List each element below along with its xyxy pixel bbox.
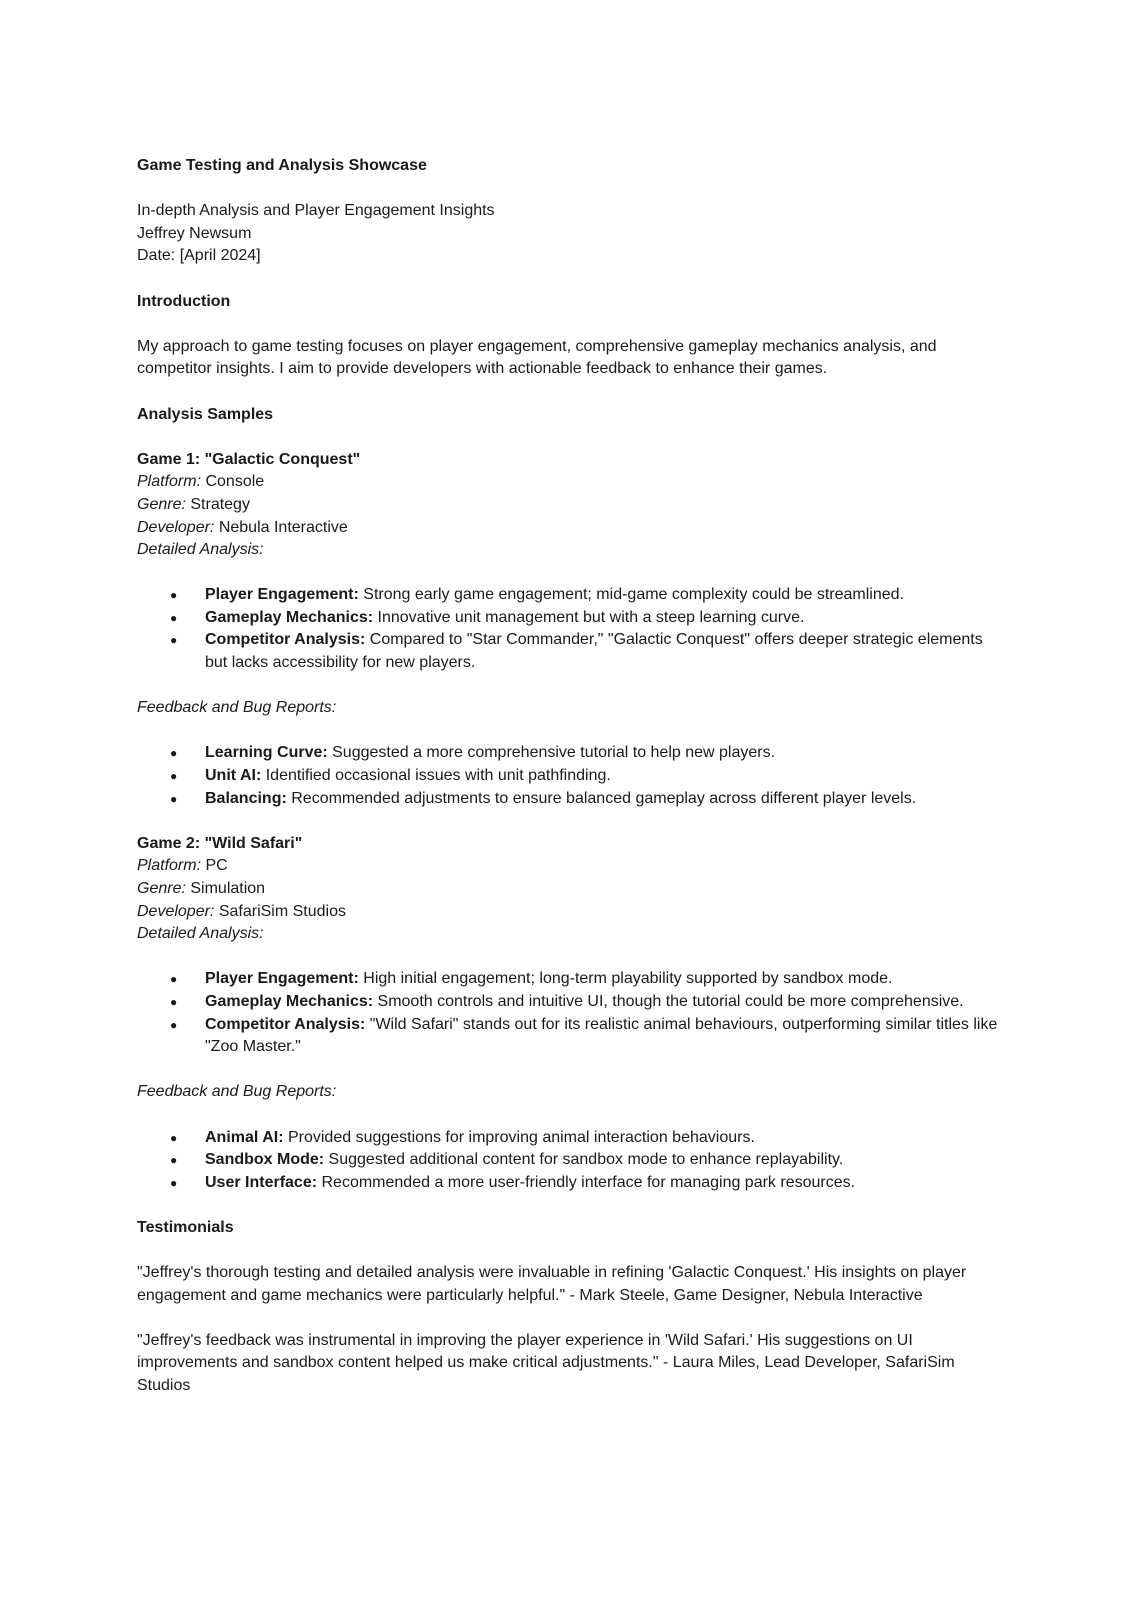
item-label: Learning Curve: bbox=[205, 744, 328, 762]
platform-value: PC bbox=[201, 857, 228, 875]
analysis-list bbox=[137, 968, 1007, 1058]
document-date: Date: [April 2024] bbox=[137, 247, 261, 265]
feedback-label: Feedback and Bug Reports: bbox=[137, 1083, 337, 1101]
game-genre bbox=[137, 878, 1007, 901]
testimonial-quote: "Jeffrey's thorough testing and detailed analysis were invaluable in refining 'Galactic Conquest.' His insights on player engagement and game mechanics were particularly helpful." - Mark Steele, Game Designer, Nebula Interactive bbox=[137, 1264, 967, 1304]
game-developer bbox=[137, 901, 1007, 924]
feedback-list bbox=[137, 742, 1007, 810]
author-name: Jeffrey Newsum bbox=[137, 224, 252, 242]
item-text: Identified occasional issues with unit pathfinding. bbox=[261, 767, 611, 785]
testimonial-quote: "Jeffrey's feedback was instrumental in improving the player experience in 'Wild Safari.' His suggestions on UI improvements and sandbox content helped us make critical adjustments." - Laura Miles, Lead Developer, SafariSim Studios bbox=[137, 1331, 955, 1395]
developer-label: Developer: bbox=[137, 518, 215, 536]
list-item bbox=[137, 968, 1007, 991]
item-text: Recommended adjustments to ensure balanced gameplay across different player levels. bbox=[286, 789, 917, 807]
detailed-analysis-label: Detailed Analysis: bbox=[137, 541, 264, 559]
item-text: Provided suggestions for improving animal interaction behaviours. bbox=[283, 1128, 755, 1146]
introduction-text: My approach to game testing focuses on player engagement, comprehensive gameplay mechanics analysis, and competitor insights. I aim to provide developers with actionable feedback to enhance their games. bbox=[137, 337, 937, 378]
item-label: Gameplay Mechanics: bbox=[205, 992, 374, 1010]
platform-label: Platform: bbox=[137, 857, 202, 875]
feedback-label: Feedback and Bug Reports: bbox=[137, 699, 337, 717]
item-text: Strong early game engagement; mid-game complexity could be streamlined. bbox=[358, 586, 904, 604]
list-item bbox=[137, 765, 1007, 788]
list-item bbox=[137, 584, 1007, 607]
item-label: Player Engagement: bbox=[205, 586, 359, 604]
game-title: Game 2: "Wild Safari" bbox=[137, 834, 303, 852]
list-item bbox=[137, 991, 1007, 1014]
item-label: Competitor Analysis: bbox=[205, 631, 366, 649]
item-text: Compared to "Star Commander," "Galactic Conquest" offers deeper strategic elements but lacks accessibility for new players. bbox=[205, 631, 983, 672]
analysis-list bbox=[137, 584, 1007, 674]
list-item bbox=[137, 1149, 1007, 1172]
genre-value: Strategy bbox=[185, 495, 250, 513]
item-label: Balancing: bbox=[205, 789, 287, 807]
introduction-heading: Introduction bbox=[137, 292, 231, 310]
item-text: "Wild Safari" stands out for its realistic animal behaviours, outperforming similar titles like "Zoo Master." bbox=[205, 1015, 998, 1056]
developer-value: Nebula Interactive bbox=[214, 518, 348, 536]
genre-label: Genre: bbox=[137, 880, 186, 897]
list-item bbox=[137, 1172, 1007, 1195]
item-text: Innovative unit management but with a steep learning curve. bbox=[373, 608, 805, 626]
developer-label: Developer: bbox=[137, 902, 215, 920]
game-platform bbox=[137, 471, 1007, 494]
item-text: Smooth controls and intuitive UI, though the tutorial could be more comprehensive. bbox=[373, 992, 964, 1010]
list-item bbox=[137, 1127, 1007, 1150]
game-platform bbox=[137, 855, 1007, 878]
item-text: Recommended a more user-friendly interface for managing park resources. bbox=[317, 1173, 856, 1191]
developer-value: SafariSim Studios bbox=[214, 902, 346, 920]
genre-value: Simulation bbox=[185, 880, 266, 897]
game-section-1 bbox=[137, 449, 1007, 811]
feedback-list bbox=[137, 1127, 1007, 1195]
document-title: Game Testing and Analysis Showcase bbox=[137, 157, 427, 174]
list-item bbox=[137, 607, 1007, 630]
item-text: Suggested a more comprehensive tutorial to help new players. bbox=[327, 744, 776, 762]
item-text: High initial engagement; long-term playability supported by sandbox mode. bbox=[358, 970, 893, 988]
platform-value: Console bbox=[201, 473, 265, 491]
game-genre bbox=[137, 494, 1007, 517]
list-item bbox=[137, 629, 1007, 674]
item-label: Player Engagement: bbox=[205, 970, 359, 988]
item-label: Competitor Analysis: bbox=[205, 1015, 366, 1033]
item-label: Unit AI: bbox=[205, 767, 262, 785]
item-label: User Interface: bbox=[205, 1173, 318, 1191]
game-developer bbox=[137, 517, 1007, 540]
game-title: Game 1: "Galactic Conquest" bbox=[137, 450, 361, 468]
list-item bbox=[137, 1014, 1007, 1059]
document-page bbox=[137, 155, 1007, 1398]
detailed-analysis-label: Detailed Analysis: bbox=[137, 925, 264, 943]
analysis-samples-heading: Analysis Samples bbox=[137, 405, 274, 423]
genre-label: Genre: bbox=[137, 495, 186, 513]
testimonials-heading: Testimonials bbox=[137, 1218, 234, 1236]
item-label: Sandbox Mode: bbox=[205, 1151, 325, 1169]
item-label: Gameplay Mechanics: bbox=[205, 608, 374, 626]
item-label: Animal AI: bbox=[205, 1128, 284, 1146]
platform-label: Platform: bbox=[137, 473, 202, 491]
item-text: Suggested additional content for sandbox mode to enhance replayability. bbox=[324, 1151, 844, 1169]
list-item bbox=[137, 742, 1007, 765]
game-section-2 bbox=[137, 833, 1007, 1195]
list-item bbox=[137, 788, 1007, 811]
document-subtitle: In-depth Analysis and Player Engagement Insights bbox=[137, 202, 495, 220]
